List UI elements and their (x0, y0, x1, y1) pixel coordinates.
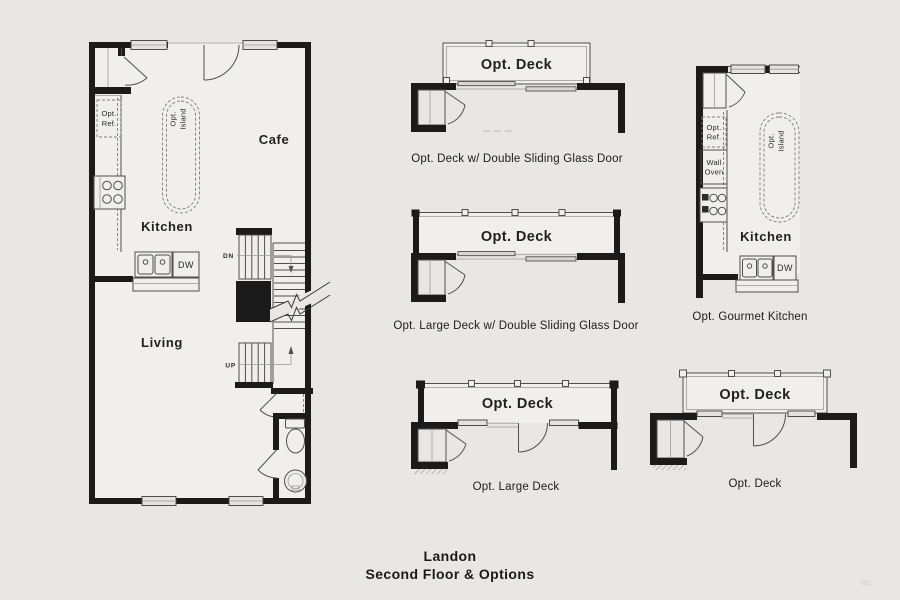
window (697, 411, 722, 417)
deck-post (680, 370, 687, 377)
option-deck (650, 370, 857, 490)
wall-left (89, 42, 95, 504)
stairs-up-label: UP (225, 362, 236, 370)
sliding-door-panel (458, 82, 515, 86)
stairs-down-label: DN (223, 253, 234, 260)
toilet-fixture (286, 419, 305, 453)
deck-label: Opt. Deck (719, 387, 791, 403)
deck-post (444, 78, 450, 84)
deck-post (512, 210, 518, 216)
deck-post (729, 371, 735, 377)
deck-post (584, 78, 590, 84)
option-large-deck-sliding-door (393, 210, 638, 333)
deck-label: Opt. Deck (480, 229, 553, 245)
deck-post (469, 381, 475, 387)
island-label-line2: Island (776, 130, 786, 152)
room-label-kitchen: Kitchen (141, 219, 193, 234)
dishwasher-label: DW (777, 263, 793, 273)
option-caption: Opt. Deck w/ Double Sliding Glass Door (411, 153, 623, 165)
option-caption: Opt. Large Deck (472, 481, 560, 493)
hatched-wall (653, 465, 686, 470)
option-caption: Opt. Gourmet Kitchen (692, 311, 808, 323)
sink-fixture (285, 470, 307, 492)
deck-post (515, 381, 521, 387)
option-caption: Opt. Deck (728, 478, 782, 490)
option-large-deck (411, 381, 619, 494)
opt-ref-label-line2: Ref. (101, 119, 117, 128)
room-label-living: Living (141, 335, 183, 350)
stair-core (236, 281, 271, 322)
deck-post (559, 210, 565, 216)
opt-ref-label-line1: Opt. (706, 123, 722, 132)
deck-post (486, 41, 492, 47)
window (550, 420, 579, 426)
window (458, 420, 487, 426)
sliding-door-panel (458, 252, 515, 256)
deck-post (563, 381, 569, 387)
watermark: RC (860, 579, 872, 588)
plan-subtitle: Second Floor & Options (365, 566, 535, 582)
dishwasher-label: DW (178, 260, 194, 270)
deck-post (462, 210, 468, 216)
deck-post (824, 370, 831, 377)
sliding-door-panel (526, 87, 576, 91)
island-label-line2: Island (178, 108, 188, 130)
deck-post (775, 371, 781, 377)
title-block (365, 548, 534, 582)
room-label-kitchen: Kitchen (740, 229, 792, 244)
stove-cooktop (94, 176, 125, 209)
room-label-cafe: Cafe (258, 132, 290, 147)
window (788, 411, 815, 417)
plan-name: Landon (423, 548, 477, 564)
option-caption: Opt. Large Deck w/ Double Sliding Glass Door (393, 320, 639, 332)
main-floor-plan (89, 41, 330, 506)
deck-label: Opt. Deck (480, 57, 553, 73)
opt-ref-label-line1: Opt. (101, 109, 117, 118)
option-gourmet-kitchen (692, 65, 807, 323)
island-label-line1: Opt. (168, 111, 178, 127)
deck-post (528, 41, 534, 47)
island-label-line1: Opt. (766, 133, 776, 149)
option-deck-sliding-door (411, 41, 625, 166)
wall-oven-label-line2: Oven (704, 167, 724, 177)
deck-label: Opt. Deck (481, 396, 554, 412)
opt-ref-label-line2: Ref. (706, 132, 722, 142)
sliding-door-panel (526, 257, 576, 261)
wall-right (305, 42, 311, 504)
wall-oven-label-line1: Wall (706, 158, 722, 167)
stove-cooktop (700, 188, 727, 222)
hatched-wall (414, 469, 447, 474)
